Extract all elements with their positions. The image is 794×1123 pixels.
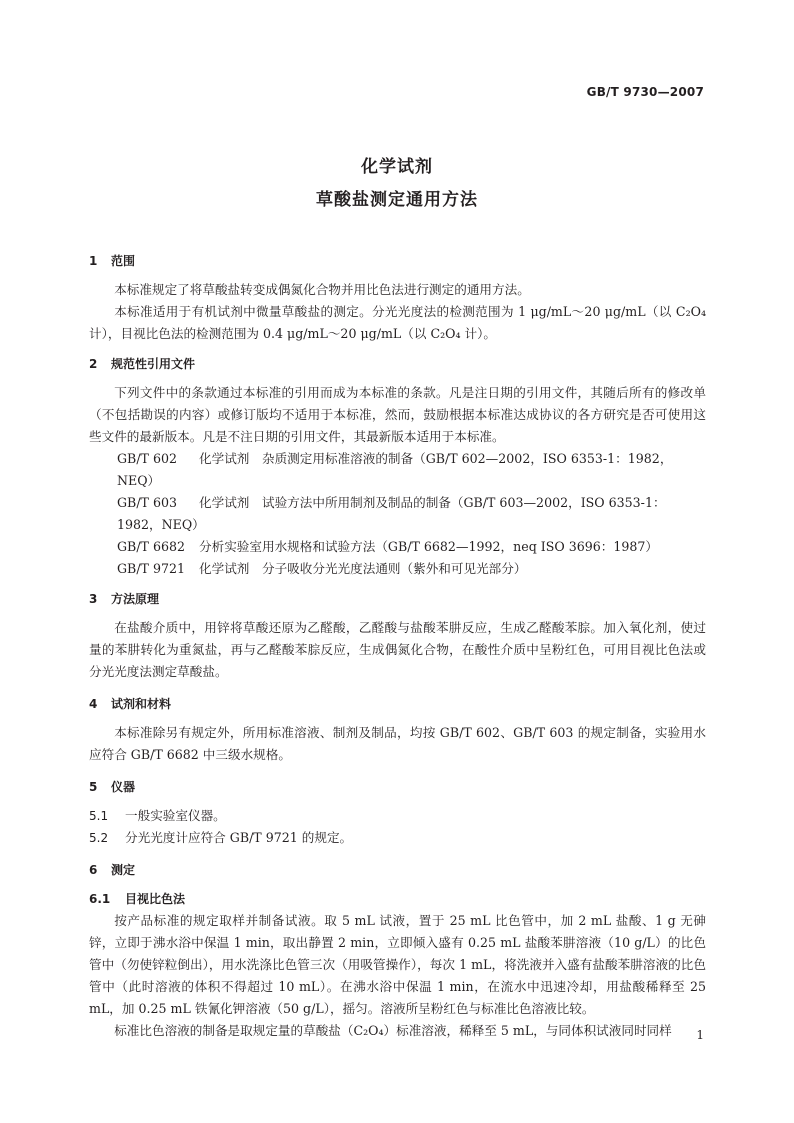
paragraph: 本标准规定了将草酸盐转变成偶氮化合物并用比色法进行测定的通用方法。	[114, 282, 530, 297]
reference-item	[89, 492, 706, 536]
section-number: 6	[89, 863, 98, 877]
section-number: 2	[89, 357, 98, 371]
paragraph: 在盐酸介质中，用锌将草酸还原为乙醛酸，乙醛酸与盐酸苯肼反应，生成乙醛酸苯腙。加入氧化剂，使过量的苯肼转化为重氮盐，再与乙醛酸苯腙反应，生成偶氮化合物，在酸性介质中呈粉红色，可用目视比色法或分光光度法测定草酸盐。	[89, 620, 706, 679]
section-heading-normative-references	[89, 353, 706, 375]
reference-code: GB/T 603	[117, 495, 177, 510]
reference-code: GB/T 6682	[117, 539, 186, 554]
section-title: 试剂和材料	[111, 697, 172, 711]
reference-text: 化学试剂 试验方法中所用制剂及制品的制备（GB/T 603—2002，ISO 6353-1：1982，NEQ）	[117, 495, 666, 532]
section-number: 4	[89, 697, 98, 711]
subsection-title: 目视比色法	[125, 892, 186, 906]
section-heading-scope	[89, 250, 706, 272]
reference-item	[89, 536, 706, 558]
paragraph: 本标准除另有规定外，所用标准溶液、制剂及制品，均按 GB/T 602、GB/T 603 的规定制备，实验用水应符合 GB/T 6682 中三级水规格。	[89, 725, 706, 762]
paragraph: 按产品标准的规定取样并制备试液。取 5 mL 试液，置于 25 mL 比色管中，加 2 mL 盐酸、1 g 无砷锌，立即于沸水浴中保温 1 min，取出静置 2 min，立即倾入盛有 0.25 mL 盐酸苯肼溶液（10 g/L）的比色管中（勿使锌粒倒出），用水洗涤比色管三次（用吸管操作），每次 1 mL，将洗液并入盛有盐酸苯肼溶液的比色管中（此时溶液的体积不得超过 10 mL）。在沸水浴中保温 1 min，在流水中迅速冷却，用盐酸稀释至 25 mL，加 0.25 mL 铁氰化钾溶液（50 g/L），摇匀。溶液所呈粉红色与标准比色溶液比较。	[89, 913, 706, 1016]
section-number: 5	[89, 780, 98, 794]
reference-text: 化学试剂 分子吸收分光光度法通则（紫外和可见光部分）	[199, 561, 527, 576]
reference-item	[89, 448, 706, 492]
page-number: 1	[696, 1028, 704, 1042]
reference-code: GB/T 602	[117, 451, 177, 466]
section-heading-principle	[89, 588, 706, 610]
document-body	[89, 250, 706, 1042]
section-number: 1	[89, 254, 98, 268]
clause-text: 一般实验室仪器。	[125, 808, 226, 823]
reference-text: 化学试剂 杂质测定用标准溶液的制备（GB/T 602—2002，ISO 6353-1：1982，NEQ）	[117, 451, 673, 488]
clause-item	[89, 805, 706, 827]
paragraph: 本标准适用于有机试剂中微量草酸盐的测定。分光光度法的检测范围为 1 μg/mL～20 μg/mL（以 C₂O₄ 计），目视比色法的检测范围为 0.4 μg/mL～20 μg/mL（以 C₂O₄ 计）。	[89, 304, 706, 341]
clause-number: 5.1	[89, 809, 109, 823]
paragraph: 下列文件中的条款通过本标准的引用而成为本标准的条款。凡是注日期的引用文件，其随后所有的修改单（不包括勘误的内容）或修订版均不适用于本标准，然而，鼓励根据本标准达成协议的各方研究是否可使用这些文件的最新版本。凡是不注日期的引用文件，其最新版本适用于本标准。	[89, 385, 706, 444]
section-heading-apparatus	[89, 776, 706, 798]
clause-text: 分光光度计应符合 GB/T 9721 的规定。	[125, 830, 353, 845]
document-title-line1: 化学试剂	[361, 157, 433, 177]
subsection-number: 6.1	[89, 892, 111, 906]
paragraph: 标准比色溶液的制备是取规定量的草酸盐（C₂O₄）标准溶液，稀释至 5 mL，与同体积试液同时同样	[114, 1023, 672, 1038]
subsection-heading-visual-colorimetry	[89, 888, 706, 910]
section-title: 测定	[111, 863, 136, 877]
standard-code: GB/T 9730—2007	[586, 85, 704, 99]
section-title: 规范性引用文件	[111, 357, 196, 371]
section-number: 3	[89, 592, 98, 606]
reference-item	[89, 558, 706, 580]
section-heading-reagents	[89, 693, 706, 715]
reference-text: 分析实验室用水规格和试验方法（GB/T 6682—1992，neq ISO 3696：1987）	[199, 539, 659, 554]
clause-item	[89, 827, 706, 849]
section-title: 方法原理	[111, 592, 160, 606]
section-title: 范围	[111, 254, 136, 268]
section-title: 仪器	[111, 780, 136, 794]
clause-number: 5.2	[89, 831, 109, 845]
document-title-line2: 草酸盐测定通用方法	[316, 190, 478, 210]
reference-code: GB/T 9721	[117, 561, 186, 576]
section-heading-determination	[89, 859, 706, 881]
